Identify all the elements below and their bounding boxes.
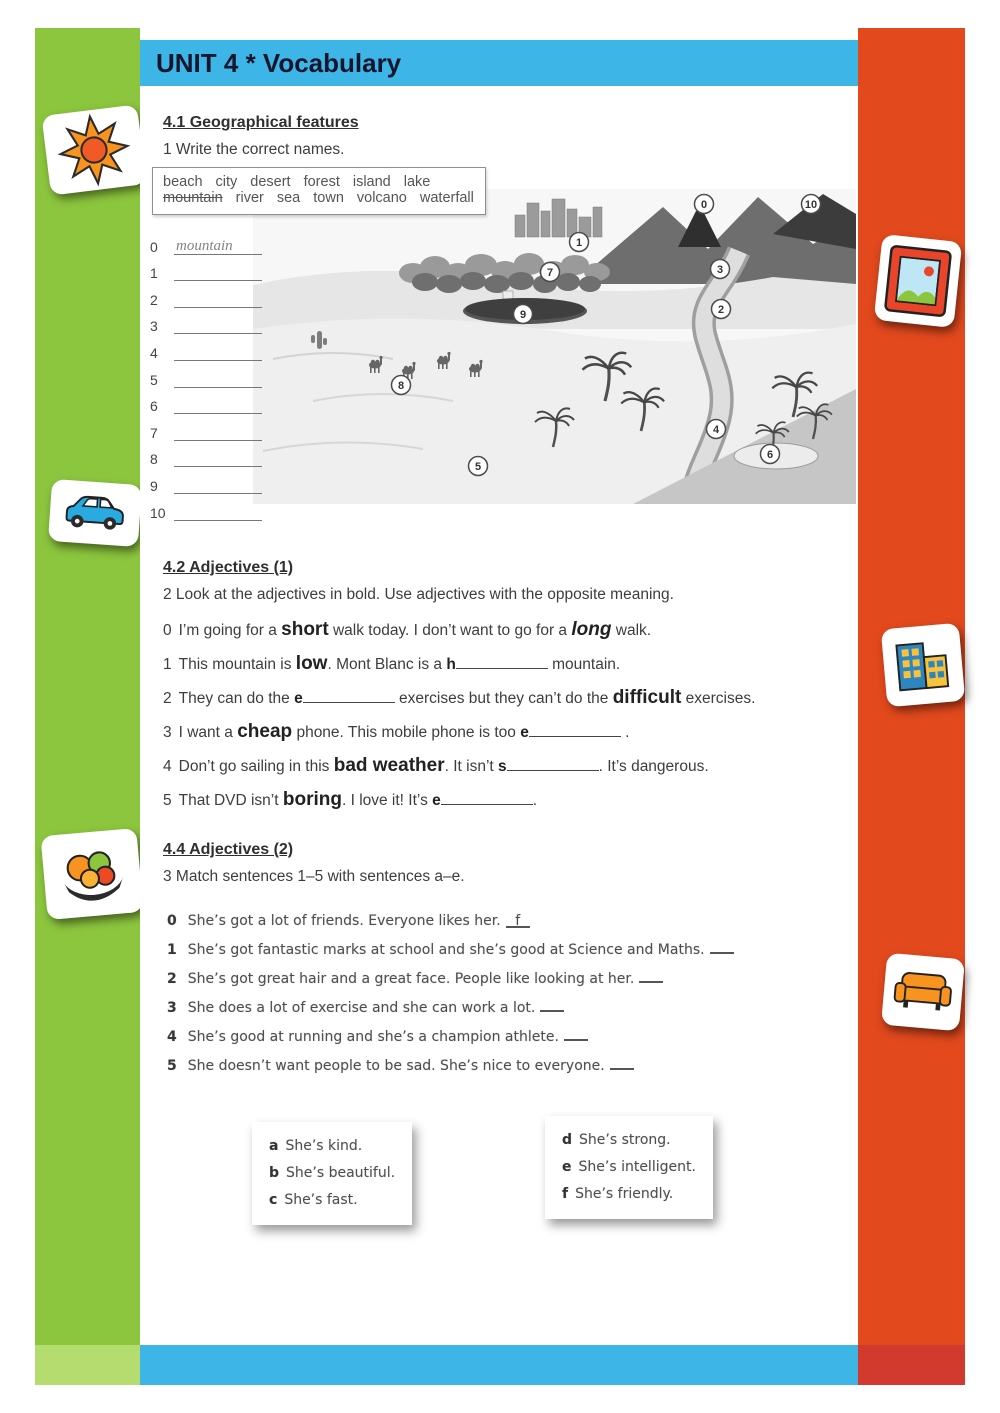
word: waterfall <box>419 190 474 206</box>
page-title: UNIT 4 * Vocabulary <box>156 47 402 78</box>
answer-box-abc <box>252 1122 412 1225</box>
bottom-bar <box>140 1345 858 1385</box>
blank-row: 6 <box>150 391 262 418</box>
match-row: 2 She’s got great hair and a great face. People like looking at her. <box>167 968 858 987</box>
word: sea <box>276 190 301 206</box>
answer-blank-1[interactable] <box>174 264 262 281</box>
match-answer-1[interactable] <box>710 939 734 954</box>
section-41-instruction: 1 Write the correct names. <box>163 141 345 158</box>
sun-icon <box>41 104 146 195</box>
blank-row: 7 <box>150 417 262 444</box>
blank-row: 3 <box>150 311 262 338</box>
header-bar <box>140 40 858 86</box>
map-marker: 0 <box>700 199 708 211</box>
answer-option: d She’s strong. <box>562 1132 671 1148</box>
match-answer-3[interactable] <box>540 997 564 1012</box>
match-row: 0 She’s got a lot of friends. Everyone likes her. f <box>167 913 858 929</box>
match-row: 3 She does a lot of exercise and she can work a lot. <box>167 997 858 1016</box>
word: volcano <box>356 190 407 206</box>
match-row: 5 She doesn’t want people to be sad. She’s nice to everyone. <box>167 1055 858 1074</box>
blank-row: 0 mountain <box>150 231 262 258</box>
answer-blank-0[interactable]: mountain <box>174 238 262 255</box>
word: forest <box>303 174 340 190</box>
section-42 <box>140 559 858 811</box>
word: island <box>352 174 391 190</box>
answer-blank-3[interactable] <box>174 317 262 334</box>
answer-blank-8[interactable] <box>174 450 262 467</box>
match-answer-2[interactable] <box>639 968 663 983</box>
answer-box-def <box>545 1116 713 1219</box>
map-marker: 4 <box>712 424 720 436</box>
map-marker: 7 <box>546 267 554 279</box>
left-green-band-bottom <box>35 1345 140 1385</box>
word-box-row2 <box>163 190 475 206</box>
blank-row: 5 <box>150 364 262 391</box>
adjectives1-sentence-5: 5 That DVD isn’t boring. I love it! It’s e . <box>163 789 538 810</box>
fill-blank-5[interactable] <box>441 790 533 805</box>
section-42-heading: 4.2 Adjectives (1) <box>163 559 294 576</box>
answer-option: e She’s intelligent. <box>562 1159 696 1175</box>
section-41-heading: 4.1 Geographical features <box>163 114 359 131</box>
answer-boxes <box>140 1116 858 1236</box>
blank-row: 4 <box>150 337 262 364</box>
building-icon <box>881 623 966 708</box>
left-green-band <box>35 28 140 1345</box>
picture-frame-icon <box>874 234 963 328</box>
word-box-row1 <box>163 174 475 190</box>
answer-option: f She’s friendly. <box>562 1186 674 1202</box>
answer-option: c She’s fast. <box>269 1192 358 1208</box>
word-crossed-out: mountain <box>163 190 223 206</box>
blank-row: 1 <box>150 258 262 285</box>
fill-blank-4[interactable] <box>507 756 599 771</box>
map-marker: 8 <box>397 380 405 392</box>
fruit-bowl-icon <box>41 828 144 920</box>
section-41-exercise <box>140 167 858 533</box>
section-42-instruction: 2 Look at the adjectives in bold. Use adjectives with the opposite meaning. <box>163 586 674 603</box>
match-answer-0[interactable]: f <box>506 913 530 928</box>
answer-blank-2[interactable] <box>174 291 262 308</box>
word: lake <box>403 174 431 190</box>
match-exercise <box>167 913 858 1074</box>
word-box <box>152 167 486 215</box>
map-marker: 6 <box>766 449 774 461</box>
match-row: 4 She’s good at running and she’s a champion athlete. <box>167 1026 858 1045</box>
adjectives1-sentence-2: 2 They can do the e exercises but they can’t do the difficult exercises. <box>163 687 756 708</box>
map-marker: 5 <box>474 461 482 473</box>
fill-blank-3[interactable] <box>529 722 621 737</box>
numbered-blanks <box>150 231 262 524</box>
answer-blank-5[interactable] <box>174 371 262 388</box>
blank-row: 10 <box>150 497 262 524</box>
fill-blank-1[interactable] <box>456 654 548 669</box>
answer-blank-10[interactable] <box>174 504 262 521</box>
adjectives1-sentence-4: 4 Don’t go sailing in this bad weather. It isn’t s . It’s dangerous. <box>163 755 709 776</box>
car-icon <box>48 479 142 547</box>
blank-row: 2 <box>150 284 262 311</box>
adjectives1-sentence-3: 3 I want a cheap phone. This mobile phone is too e . <box>163 721 630 742</box>
answer-option: b She’s beautiful. <box>269 1165 396 1181</box>
content-area <box>140 86 858 1345</box>
right-red-band-bottom <box>858 1345 965 1385</box>
word: city <box>215 174 238 190</box>
word: desert <box>250 174 291 190</box>
adjectives1-sentence-0: 0 I’m going for a short walk today. I don’t want to go for a long walk. <box>163 619 652 640</box>
map-marker: 10 <box>804 199 818 211</box>
answer-blank-6[interactable] <box>174 397 262 414</box>
landscape-illustration <box>253 189 856 504</box>
map-marker: 1 <box>575 237 583 249</box>
word: town <box>313 190 344 206</box>
map-marker: 3 <box>716 264 724 276</box>
sofa-icon <box>881 953 965 1032</box>
fill-blank-2[interactable] <box>303 688 395 703</box>
section-44-instruction: 3 Match sentences 1–5 with sentences a–e. <box>163 868 465 885</box>
match-answer-4[interactable] <box>564 1026 588 1041</box>
section-44-heading: 4.4 Adjectives (2) <box>163 841 294 858</box>
word: river <box>235 190 264 206</box>
word: beach <box>163 174 203 190</box>
answer-blank-4[interactable] <box>174 344 262 361</box>
adjectives1-sentence-1: 1 This mountain is low. Mont Blanc is a h mountain. <box>163 653 621 674</box>
answer-blank-7[interactable] <box>174 424 262 441</box>
map-marker: 9 <box>519 309 527 321</box>
blank-row: 9 <box>150 470 262 497</box>
section-44 <box>140 841 858 1236</box>
answer-blank-9[interactable] <box>174 477 262 494</box>
match-row: 1 She’s got fantastic marks at school and she’s good at Science and Maths. <box>167 939 858 958</box>
blank-row: 8 <box>150 444 262 471</box>
answer-option: a She’s kind. <box>269 1138 363 1154</box>
map-marker: 2 <box>717 304 725 316</box>
match-answer-5[interactable] <box>610 1055 634 1070</box>
